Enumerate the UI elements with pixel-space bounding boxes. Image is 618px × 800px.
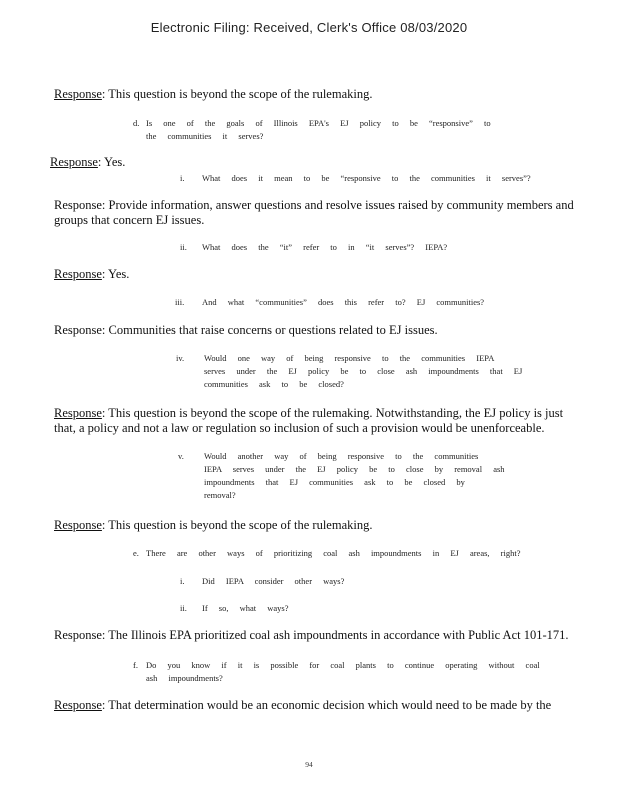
question-text-continued: ash impoundments? <box>146 673 223 683</box>
response-text: : Yes. <box>97 155 126 169</box>
response-label: Response <box>54 406 102 420</box>
question-d <box>133 117 491 143</box>
question-number: i. <box>180 576 185 586</box>
question-text-continued: serves under the EJ policy be to close ash impoundments that EJ <box>204 366 523 376</box>
response-paragraph <box>54 406 563 436</box>
question-text: What does the “it” refer to in “it serves”? IEPA? <box>202 242 448 252</box>
question-text-continued: removal? <box>204 490 236 500</box>
response-paragraph <box>54 698 551 713</box>
question-text: Is one of the goals of Illinois EPA's EJ policy to be “responsive” to <box>146 118 491 128</box>
question-text-continued: the communities it serves? <box>146 131 264 141</box>
question-iv <box>176 352 522 391</box>
response-paragraph <box>50 155 125 170</box>
question-e-ii <box>180 602 288 615</box>
question-text-continued: impoundments that EJ communities ask to be closed by <box>204 477 465 487</box>
question-text: Would another way of being responsive to the communities <box>204 451 479 461</box>
question-text-continued: communities ask to be closed? <box>204 379 344 389</box>
question-e <box>133 547 520 560</box>
question-text: There are other ways of prioritizing coal ash impoundments in EJ areas, right? <box>146 548 521 558</box>
filing-stamp-header: Electronic Filing: Received, Clerk's Office 08/03/2020 <box>150 20 468 35</box>
response-label: Response <box>54 198 102 212</box>
response-label: Response <box>54 518 102 532</box>
response-paragraph <box>54 87 372 102</box>
response-paragraph <box>54 323 438 338</box>
question-text: What does it mean to be “responsive to the communities it serves”? <box>202 173 531 183</box>
response-paragraph <box>54 628 569 643</box>
question-iii <box>175 296 484 309</box>
response-text-continued: groups that concern EJ issues. <box>54 213 205 227</box>
question-text: Did IEPA consider other ways? <box>202 576 345 586</box>
response-text-continued: that, a policy and not a law or regulation so inclusion of such a provision would be unenforceable. <box>54 421 545 435</box>
response-label: Response <box>54 267 102 281</box>
response-label: Response <box>54 87 102 101</box>
question-number: d. <box>133 118 140 128</box>
question-number: i. <box>180 173 185 183</box>
response-text: : The Illinois EPA prioritized coal ash impoundments in accordance with Public Act 101-171. <box>101 628 569 642</box>
question-number: f. <box>133 660 138 670</box>
question-v <box>178 450 505 502</box>
response-text: : That determination would be an economic decision which would need to be made by the <box>101 698 552 712</box>
question-text: If so, what ways? <box>202 603 289 613</box>
response-text: : This question is beyond the scope of the rulemaking. <box>101 87 373 101</box>
response-label: Response <box>54 698 102 712</box>
question-number: iii. <box>175 297 185 307</box>
response-text: : This question is beyond the scope of the rulemaking. Notwithstanding, the EJ policy is just <box>101 406 564 420</box>
question-e-i <box>180 575 344 588</box>
response-text: : Communities that raise concerns or questions related to EJ issues. <box>101 323 438 337</box>
question-number: v. <box>178 451 184 461</box>
question-text: And what “communities” does this refer to? EJ communities? <box>202 297 485 307</box>
response-label: Response <box>50 155 98 169</box>
response-paragraph <box>54 518 372 533</box>
response-label: Response <box>54 323 102 337</box>
question-text: Would one way of being responsive to the communities IEPA <box>204 353 495 363</box>
page-number: 94 <box>305 760 313 769</box>
question-ii <box>180 241 447 254</box>
question-text-continued: IEPA serves under the EJ policy be to close by removal ash <box>204 464 505 474</box>
question-number: ii. <box>180 242 187 252</box>
response-label: Response <box>54 628 102 642</box>
question-i <box>180 172 531 185</box>
response-text: : Yes. <box>101 267 130 281</box>
response-paragraph <box>54 198 574 228</box>
question-number: iv. <box>176 353 185 363</box>
response-paragraph <box>54 267 129 282</box>
response-text: : This question is beyond the scope of the rulemaking. <box>101 518 373 532</box>
question-number: ii. <box>180 603 187 613</box>
question-text: Do you know if it is possible for coal plants to continue operating without coal <box>146 660 540 670</box>
question-f <box>133 659 540 685</box>
response-text: : Provide information, answer questions and resolve issues raised by community members and <box>101 198 574 212</box>
question-number: e. <box>133 548 139 558</box>
